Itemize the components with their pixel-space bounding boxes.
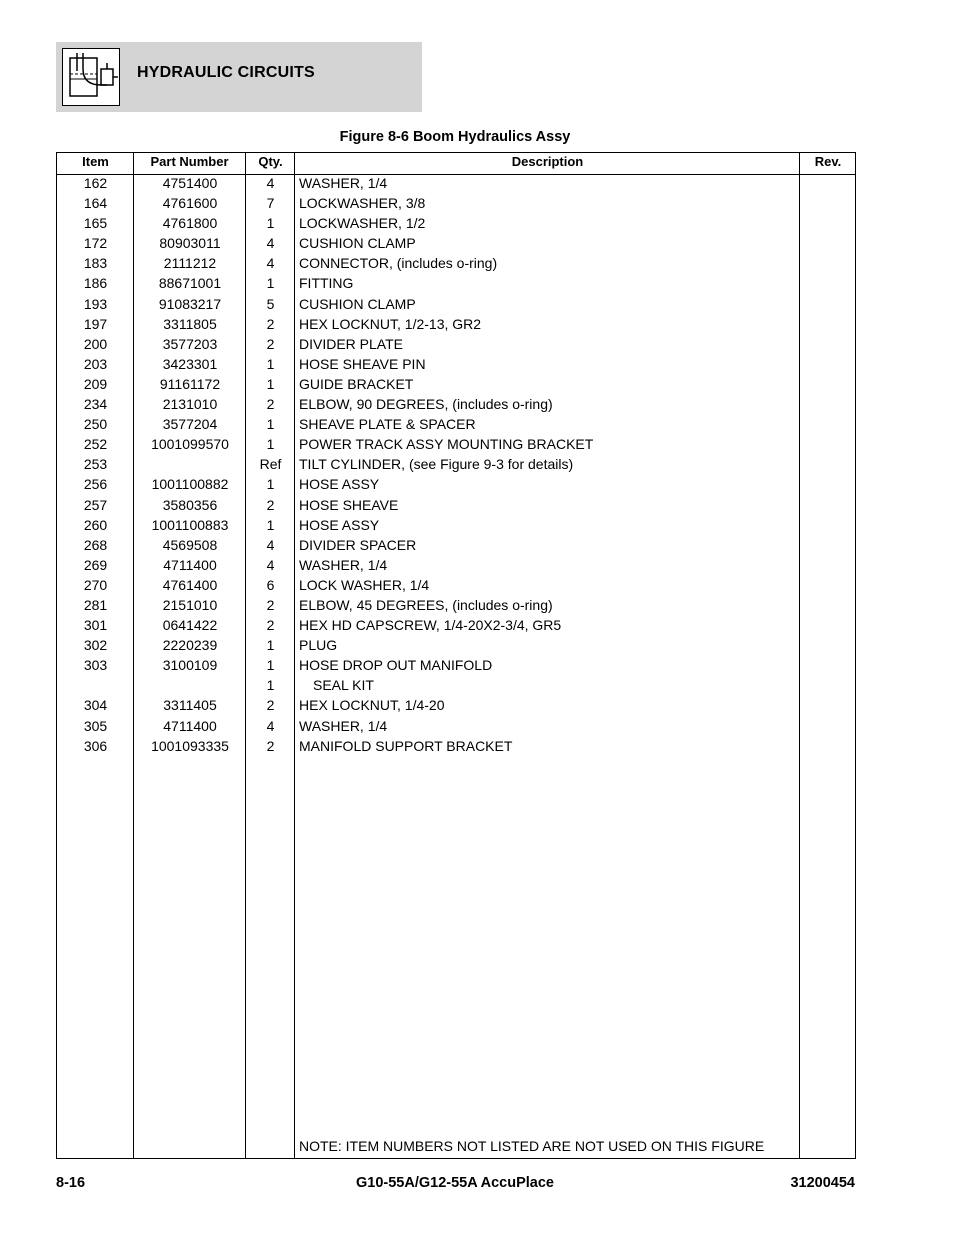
item-number: 183 [83,255,108,272]
table-row [57,695,855,715]
table-row [57,273,855,293]
page-number: 8-16 [56,1175,86,1191]
item-number: 269 [83,556,108,573]
table-row [57,294,855,314]
table-row [57,635,855,655]
quantity: 4 [266,255,275,272]
description: ELBOW, 45 DEGREES, (includes o-ring) [299,596,553,613]
description: POWER TRACK ASSY MOUNTING BRACKET [299,436,594,453]
part-number: 4761400 [162,576,218,593]
part-number: 4761800 [162,215,218,232]
table-body [57,173,855,756]
description: LOCKWASHER, 3/8 [299,195,426,212]
item-number: 281 [83,596,108,613]
quantity: 4 [266,235,275,252]
quantity: 2 [266,396,275,413]
section-header [56,42,422,112]
table-row [57,515,855,535]
part-number: 3577204 [162,416,218,433]
model-name: G10-55A/G12-55A AccuPlace [355,1175,554,1191]
item-number: 306 [83,737,108,754]
part-number: 3100109 [162,657,218,674]
part-number: 3423301 [162,355,218,372]
quantity: 2 [266,315,275,332]
item-number: 252 [83,436,108,453]
part-number: 88671001 [158,275,222,292]
item-number: 260 [83,516,108,533]
part-number: 3577203 [162,335,218,352]
table-row [57,595,855,615]
description: WASHER, 1/4 [299,717,388,734]
parts-table [56,152,856,1159]
table-row [57,454,855,474]
column-header-part-number: Part Number [150,154,229,169]
description: WASHER, 1/4 [299,175,388,191]
quantity: 2 [266,737,275,754]
quantity: 4 [266,556,275,573]
column-header-description: Description [511,154,584,169]
table-row [57,655,855,675]
quantity: 1 [266,476,275,493]
table-row [57,314,855,334]
quantity: 1 [266,416,275,433]
quantity: 2 [266,335,275,352]
quantity: 4 [266,175,275,191]
part-number: 3311405 [163,697,217,714]
item-number: 253 [83,456,108,473]
document-number: 31200454 [790,1175,855,1191]
description: HOSE ASSY [299,516,380,533]
table-row [57,233,855,253]
column-header-item: Item [82,154,109,169]
description: MANIFOLD SUPPORT BRACKET [299,737,513,754]
description: CUSHION CLAMP [299,295,416,312]
part-number: 3311805 [163,315,217,332]
part-number: 2111212 [163,255,217,272]
description: LOCKWASHER, 1/2 [299,215,426,232]
part-number: 4711400 [163,556,217,573]
item-number: 186 [83,275,108,292]
quantity: 1 [266,436,275,453]
quantity: 2 [266,697,275,714]
description: FITTING [299,275,354,292]
table-row [57,716,855,736]
item-number: 256 [83,476,108,493]
item-number: 270 [83,576,108,593]
item-number: 209 [83,375,108,392]
item-number: 305 [83,717,108,734]
table-row [57,555,855,575]
quantity: 1 [266,275,275,292]
item-number: 193 [83,295,108,312]
description: HEX LOCKNUT, 1/4-20 [299,697,445,714]
table-row [57,615,855,635]
item-number: 250 [83,416,108,433]
description: CONNECTOR, (includes o-ring) [299,255,498,272]
quantity: Ref [259,456,282,473]
table-row [57,495,855,515]
description: HOSE ASSY [299,476,380,493]
description: ELBOW, 90 DEGREES, (includes o-ring) [299,396,553,413]
item-number: 197 [83,315,108,332]
column-header-qty: Qty. [258,154,283,169]
table-row [57,474,855,494]
item-number: 234 [83,396,108,413]
part-number: 3580356 [162,496,218,513]
quantity: 2 [266,496,275,513]
description: DIVIDER SPACER [299,536,417,553]
part-number: 1001099570 [151,436,229,453]
description: LOCK WASHER, 1/4 [299,576,430,593]
description: GUIDE BRACKET [299,375,414,392]
description: PLUG [299,637,338,654]
table-row [57,434,855,454]
quantity: 1 [266,355,275,372]
description: TILT CYLINDER, (see Figure 9-3 for details) [299,456,574,473]
quantity: 1 [266,637,275,654]
part-number: 4569508 [162,536,218,553]
description: SHEAVE PLATE & SPACER [299,416,476,433]
description: CUSHION CLAMP [299,235,416,252]
part-number: 2151010 [162,596,218,613]
hydraulic-reservoir-icon [62,48,120,106]
quantity: 5 [266,295,275,312]
table-row [57,575,855,595]
description: HEX HD CAPSCREW, 1/4-20X2-3/4, GR5 [299,617,562,634]
table-row [57,213,855,233]
item-number: 302 [83,637,108,654]
item-number: 303 [83,657,108,674]
table-row [57,675,855,695]
item-number: 164 [83,195,108,212]
quantity: 1 [266,516,275,533]
quantity: 1 [266,215,275,232]
quantity: 4 [266,536,275,553]
table-row [57,736,855,756]
item-number: 165 [83,215,108,232]
quantity: 1 [266,375,275,392]
part-number: 91083217 [158,295,222,312]
description: HEX LOCKNUT, 1/2-13, GR2 [299,315,482,332]
part-number: 2220239 [162,637,218,654]
item-number: 268 [83,536,108,553]
part-number: 80903011 [159,235,221,252]
description: HOSE SHEAVE [299,496,399,513]
description: WASHER, 1/4 [299,556,388,573]
item-number: 203 [83,355,108,372]
part-number: 1001093335 [151,737,229,754]
item-number: 162 [83,175,108,191]
table-row [57,354,855,374]
figure-title: Figure 8-6 Boom Hydraulics Assy [339,129,571,145]
column-header-rev: Rev. [814,154,842,169]
part-number: 1001100882 [151,476,229,493]
item-number: 200 [83,335,108,352]
quantity: 1 [266,677,275,694]
item-number: 172 [83,235,108,252]
part-number: 4761600 [162,195,218,212]
table-note: NOTE: ITEM NUMBERS NOT LISTED ARE NOT USED ON THIS FIGURE [299,1138,765,1154]
item-number: 257 [83,496,108,513]
quantity: 6 [266,576,275,593]
table-row [57,374,855,394]
quantity: 1 [266,657,275,674]
description: HOSE SHEAVE PIN [299,355,426,372]
table-row [57,173,855,193]
part-number: 4711400 [163,717,217,734]
description: SEAL KIT [313,677,374,694]
part-number: 91161172 [159,375,221,392]
quantity: 2 [266,596,275,613]
quantity: 7 [266,195,275,212]
quantity: 2 [266,617,275,634]
part-number: 2131010 [162,396,218,413]
part-number: 0641422 [162,617,218,634]
description: HOSE DROP OUT MANIFOLD [299,657,493,674]
part-number: 4751400 [162,175,218,191]
section-title: HYDRAULIC CIRCUITS [137,64,315,81]
description: DIVIDER PLATE [299,335,403,352]
part-number: 1001100883 [151,516,229,533]
table-row [57,334,855,354]
quantity: 4 [266,717,275,734]
table-row [57,193,855,213]
table-row [57,394,855,414]
table-row [57,414,855,434]
table-row [57,253,855,273]
item-number: 304 [83,697,108,714]
table-row [57,535,855,555]
item-number: 301 [83,617,108,634]
